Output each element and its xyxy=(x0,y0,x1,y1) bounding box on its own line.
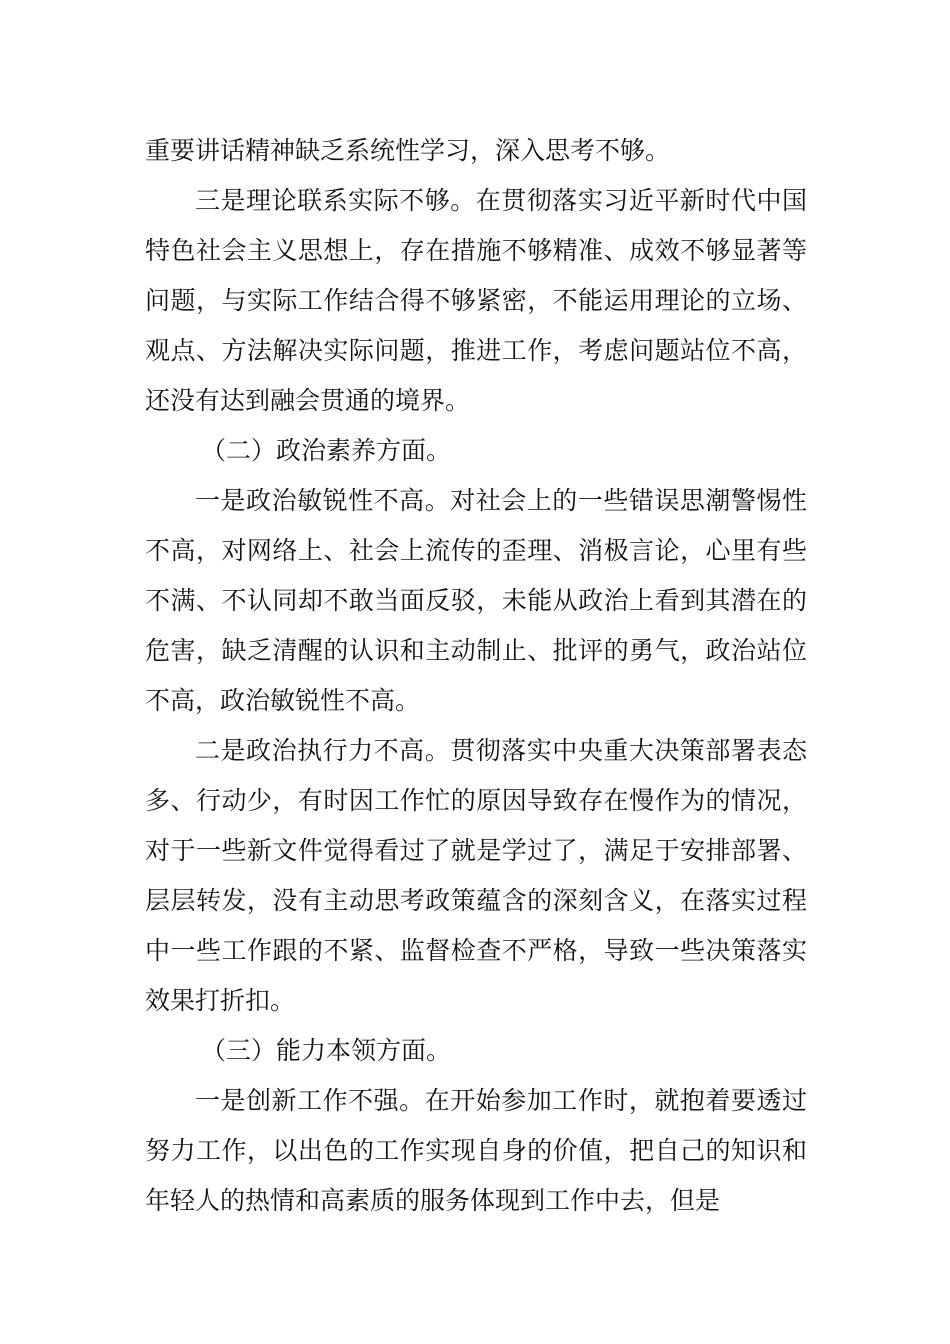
section-heading-ability: （三）能力本领方面。 xyxy=(201,1036,452,1065)
paragraph-political-sensitivity: 一是政治敏锐性不高。对社会上的一些错误思潮警惕性不高，对网络上、社会上流传的歪理、消极言论，心里有些不满、不认同却不敢当面反驳，未能从政治上看到其潜在的危害，缺乏清醒的认识和主动制止、批评的勇气，政治站位不高，政治敏锐性不高。 xyxy=(145,486,807,715)
section-heading-political-literacy: （二）政治素养方面。 xyxy=(201,436,452,465)
paragraph-continuation: 重要讲话精神缺乏系统性学习，深入思考不够。 xyxy=(145,136,671,165)
document-body xyxy=(145,126,807,1226)
paragraph-theory-practice: 三是理论联系实际不够。在贯彻落实习近平新时代中国特色社会主义思想上，存在措施不够精准、成效不够显著等问题，与实际工作结合得不够紧密，不能运用理论的立场、观点、方法解决实际问题，推进工作，考虑问题站位不高，还没有达到融会贯通的境界。 xyxy=(145,186,807,415)
paragraph-political-execution: 二是政治执行力不高。贯彻落实中央重大决策部署表态多、行动少，有时因工作忙的原因导致存在慢作为的情况，对于一些新文件觉得看过了就是学过了，满足于安排部署、层层转发，没有主动思考政策蕴含的深刻含义，在落实过程中一些工作跟的不紧、监督检查不严格，导致一些决策落实效果打折扣。 xyxy=(145,736,807,1015)
paragraph-innovation: 一是创新工作不强。在开始参加工作时，就抱着要透过努力工作，以出色的工作实现自身的价值，把自己的知识和年轻人的热情和高素质的服务体现到工作中去，但是 xyxy=(145,1086,807,1215)
